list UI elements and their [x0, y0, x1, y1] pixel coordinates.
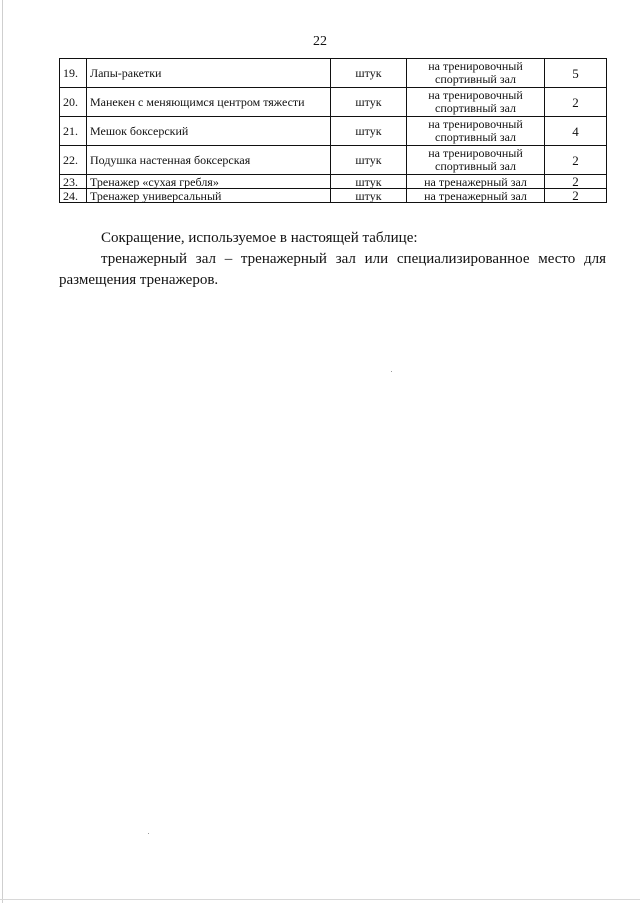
item-unit: штук [331, 189, 407, 203]
item-place: на тренировочный спортивный зал [407, 117, 545, 146]
row-number: 19. [60, 59, 87, 88]
row-number: 23. [60, 175, 87, 189]
item-name: Лапы-ракетки [87, 59, 331, 88]
item-unit: штук [331, 117, 407, 146]
note-text: тренажерный зал – тренажерный зал или специализированное место для размещения тренажеров. [59, 251, 606, 288]
row-number: 21. [60, 117, 87, 146]
scan-speck [148, 833, 149, 834]
table-row [60, 59, 607, 88]
row-number: 22. [60, 146, 87, 175]
item-name: Манекен с меняющимся центром тяжести [87, 88, 331, 117]
item-unit: штук [331, 146, 407, 175]
item-quantity: 2 [545, 189, 607, 203]
item-name: Тренажер универсальный [87, 189, 331, 203]
item-place: на тренировочный спортивный зал [407, 146, 545, 175]
item-unit: штук [331, 175, 407, 189]
item-place: на тренировочный спортивный зал [407, 88, 545, 117]
scan-speck [391, 371, 392, 372]
item-unit: штук [331, 88, 407, 117]
row-number: 20. [60, 88, 87, 117]
table-row [60, 146, 607, 175]
item-place: на тренажерный зал [407, 189, 545, 203]
note-heading: Сокращение, используемое в настоящей таблице: [101, 230, 418, 246]
table-row [60, 189, 607, 203]
item-quantity: 2 [545, 88, 607, 117]
page-number: 22 [313, 34, 327, 49]
row-number: 24. [60, 189, 87, 203]
item-name: Мешок боксерский [87, 117, 331, 146]
item-quantity: 2 [545, 175, 607, 189]
page-edge-left [2, 0, 3, 903]
item-quantity: 4 [545, 117, 607, 146]
page-edge-bottom [0, 899, 640, 900]
item-place: на тренировочный спортивный зал [407, 59, 545, 88]
table-row [60, 175, 607, 189]
table-row [60, 88, 607, 117]
item-quantity: 2 [545, 146, 607, 175]
item-quantity: 5 [545, 59, 607, 88]
item-unit: штук [331, 59, 407, 88]
table-row [60, 117, 607, 146]
item-name: Тренажер «сухая гребля» [87, 175, 331, 189]
abbreviation-note [59, 228, 606, 291]
item-name: Подушка настенная боксерская [87, 146, 331, 175]
equipment-table [59, 58, 607, 203]
item-place: на тренажерный зал [407, 175, 545, 189]
